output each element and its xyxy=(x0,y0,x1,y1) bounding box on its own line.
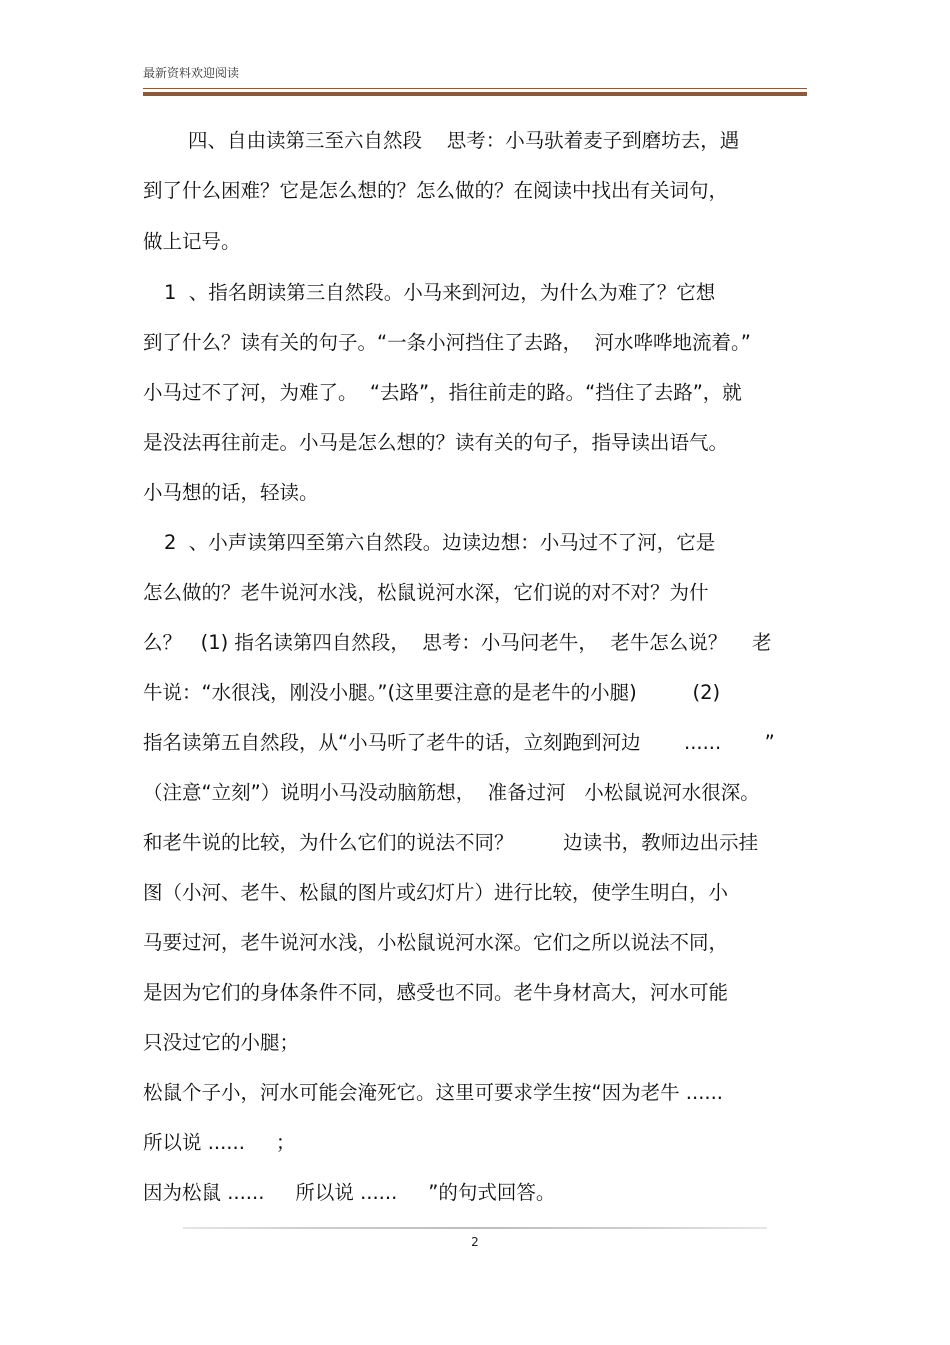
paragraph-line: 小马过不了河，为难了。 “去路”，指往前走的路。“挡住了去路”，就 xyxy=(143,381,742,404)
paragraph-line: 么？ (1) 指名读第四自然段， 思考：小马问老牛， 老牛怎么说？ 老 xyxy=(143,631,772,654)
paragraph-line: 1 、指名朗读第三自然段。小马来到河边，为什么为难了？它想 xyxy=(164,281,716,304)
paragraph-line: 和老牛说的比较，为什么它们的说法不同？ 边读书，教师边出示挂 xyxy=(143,831,759,854)
paragraph-line: 怎么做的？老牛说河水浅，松鼠说河水深，它们说的对不对？为什 xyxy=(143,581,709,604)
paragraph-line: 四、自由读第三至六自然段 思考：小马驮着麦子到磨坊去，遇 xyxy=(188,129,740,152)
paragraph-line: 到了什么？读有关的句子。“一条小河挡住了去路， 河水哗哗地流着。” xyxy=(143,331,751,354)
footer-divider xyxy=(183,1227,767,1229)
paragraph-line: （注意“立刻”）说明小马没动脑筋想， 准备过河 小松鼠说河水很深。 xyxy=(143,781,760,804)
paragraph-line: 所以说 ...... ； xyxy=(143,1131,296,1154)
paragraph-line: 因为松鼠 ...... 所以说 ...... ”的句式回答。 xyxy=(143,1181,556,1204)
paragraph-line: 牛说：“水很浅，刚没小腿。”(这里要注意的是老牛的小腿) (2) xyxy=(143,681,721,704)
paragraph-line: 2 、小声读第四至第六自然段。边读边想：小马过不了河，它是 xyxy=(164,531,716,554)
paragraph-line: 图（小河、老牛、松鼠的图片或幻灯片）进行比较，使学生明白，小 xyxy=(143,881,729,904)
header-divider-thick xyxy=(143,92,807,96)
header-title: 最新资料欢迎阅读 xyxy=(143,66,240,80)
paragraph-line: 是因为它们的身体条件不同，感受也不同。老牛身材高大，河水可能 xyxy=(143,981,729,1004)
paragraph-line: 只没过它的小腿； xyxy=(143,1031,300,1054)
header-divider-thin xyxy=(143,88,807,89)
paragraph-line: 小马想的话，轻读。 xyxy=(143,481,319,504)
paragraph-line: 指名读第五自然段，从“小马听了老牛的话，立刻跑到河边 ...... ” xyxy=(143,731,775,754)
paragraph-line: 到了什么困难？它是怎么想的？怎么做的？在阅读中找出有关词句， xyxy=(143,179,729,202)
paragraph-line: 马要过河，老牛说河水浅，小松鼠说河水深。它们之所以说法不同， xyxy=(143,931,729,954)
paragraph-line: 是没法再往前走。小马是怎么想的？读有关的句子，指导读出语气。 xyxy=(143,431,729,454)
paragraph-line: 松鼠个子小，河水可能会淹死它。这里可要求学生按“因为老牛 ...... xyxy=(143,1081,723,1104)
page-number: 2 xyxy=(471,1235,479,1249)
paragraph-line: 做上记号。 xyxy=(143,230,241,253)
